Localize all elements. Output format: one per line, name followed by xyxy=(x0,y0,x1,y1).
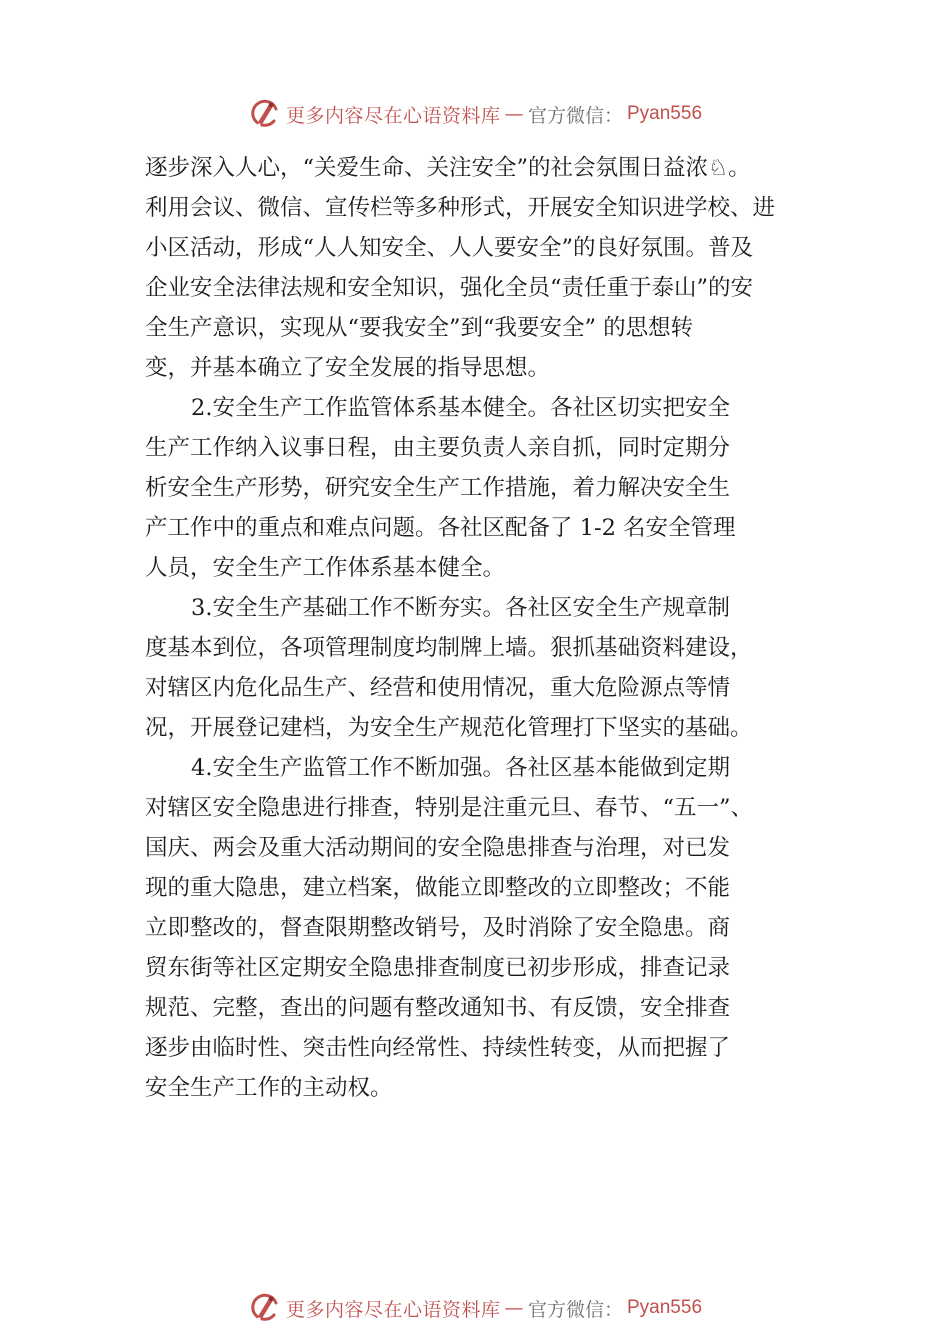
text-line: 规范、完整，查出的问题有整改通知书、有反馈，安全排查 xyxy=(145,995,731,1021)
footer-banner xyxy=(0,1288,950,1328)
text-line: 安全生产工作的主动权。 xyxy=(145,1075,393,1101)
header-banner-official: 官方微信： xyxy=(527,104,623,127)
text-line: 况，开展登记建档，为安全生产规范化管理打下坚实的基础。 xyxy=(145,715,753,741)
text-line: 变，并基本确立了安全发展的指导思想。 xyxy=(145,355,551,381)
document-body xyxy=(145,148,825,1108)
text-line: 对辖区安全隐患进行排查，特别是注重元旦、春节、“五一”、 xyxy=(145,795,754,821)
text-line: 立即整改的，督查限期整改销号，及时消除了安全隐患。商 xyxy=(145,915,731,941)
text-line: 析安全生产形势，研究安全生产工作措施，着力解决安全生 xyxy=(145,475,731,501)
paragraph-2-start: 2.安全生产工作监管体系基本健全。各社区切实把安全 xyxy=(191,395,730,421)
header-banner-text: 更多内容尽在心语资料库 xyxy=(285,104,501,127)
text-line: 贸东街等社区定期安全隐患排查制度已初步形成，排查记录 xyxy=(145,955,731,981)
header-banner-id: Pyan556 xyxy=(627,103,703,124)
text-line: 全生产意识，实现从“要我安全”到“我要安全” 的思想转 xyxy=(145,315,694,341)
paragraph-3-start: 3.安全生产基础工作不断夯实。各社区安全生产规章制 xyxy=(191,595,730,621)
pen-logo-icon xyxy=(248,1291,282,1325)
text-line: 利用会议、微信、宣传栏等多种形式，开展安全知识进学校、进 xyxy=(145,195,776,221)
paragraph-4-start: 4.安全生产监管工作不断加强。各社区基本能做到定期 xyxy=(191,755,730,781)
footer-banner-id: Pyan556 xyxy=(627,1297,703,1318)
text-line: 小区活动，形成“人人知安全、人人要安全”的良好氛围。普及 xyxy=(145,235,754,261)
text-line: 生产工作纳入议事日程，由主要负责人亲自抓，同时定期分 xyxy=(145,435,731,461)
footer-banner-dash: — xyxy=(504,1297,524,1319)
pen-logo-icon xyxy=(248,97,282,131)
text-line: 现的重大隐患，建立档案，做能立即整改的立即整改；不能 xyxy=(145,875,731,901)
header-banner xyxy=(0,94,950,134)
text-line: 对辖区内危化品生产、经营和使用情况，重大危险源点等情 xyxy=(145,675,731,701)
footer-banner-inner xyxy=(248,1291,702,1325)
text-line: 逐步深入人心，“关爱生命、关注安全”的社会氛围日益浓♘。 xyxy=(145,155,751,181)
text-line: 产工作中的重点和难点问题。各社区配备了 1-2 名安全管理 xyxy=(145,515,736,541)
header-banner-dash: — xyxy=(504,103,524,125)
text-line: 企业安全法律法规和安全知识，强化全员“责任重于泰山”的安 xyxy=(145,275,754,301)
text-line: 度基本到位，各项管理制度均制牌上墙。狠抓基础资料建设， xyxy=(145,635,753,661)
text-line: 逐步由临时性、突击性向经常性、持续性转变，从而把握了 xyxy=(145,1035,731,1061)
header-banner-inner xyxy=(248,97,702,131)
footer-banner-official: 官方微信： xyxy=(527,1298,623,1321)
text-line: 国庆、两会及重大活动期间的安全隐患排查与治理，对已发 xyxy=(145,835,731,861)
footer-banner-text: 更多内容尽在心语资料库 xyxy=(285,1298,501,1321)
text-line: 人员，安全生产工作体系基本健全。 xyxy=(145,555,506,581)
